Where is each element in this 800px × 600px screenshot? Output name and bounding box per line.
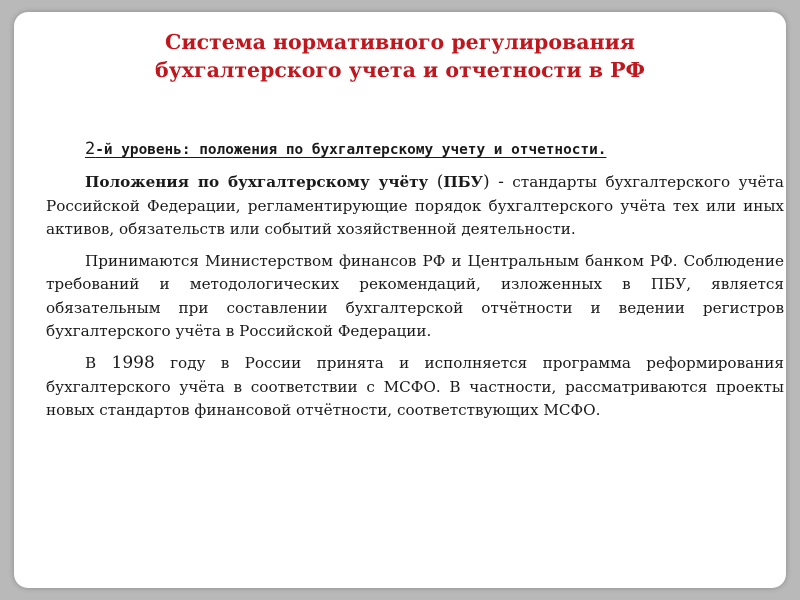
level-heading-number: 2 [85, 139, 96, 159]
level-heading [46, 138, 784, 162]
slide-content [46, 138, 784, 431]
reform-year: 1998 [111, 353, 155, 374]
reform-text: году в России принята и исполняется программа реформирования бухгалтерского учёта в соответствии с МСФО. В частности, рассматриваются проекты новых стандартов финансовой отчётности, соответствующих МСФО. [46, 354, 784, 419]
paragraph-reform [46, 352, 784, 422]
paragraph-adoption: Принимаются Министерством финансов РФ и Центральным банком РФ. Соблюдение требований и методологических рекомендаций, изложенных в ПБУ, является обязательным при составлении бухгалтерской отчётности и ведении регистров бухгалтерского учёта в Российской Федерации. [46, 252, 784, 341]
pbu-term: Положения по бухгалтерскому учёту [85, 173, 429, 192]
slide-card [14, 12, 786, 588]
slide-title [14, 28, 786, 84]
slide-title-line-1: Система нормативного регулирования [165, 30, 635, 54]
level-heading-text: -й уровень: положения по бухгалтерскому учету и отчетности. [95, 142, 607, 158]
slide-title-line-2: бухгалтерского учета и отчетности в РФ [155, 58, 645, 82]
pbu-open-paren: ( [436, 172, 444, 193]
pbu-definition-text: стандарты бухгалтерского учёта Российской Федерации, регламентирующие порядок бухгалтерского учёта тех или иных активов, обязательств или событий хозяйственной деятельности. [46, 173, 784, 238]
pbu-abbreviation: ПБУ [443, 173, 483, 192]
pbu-dash: - [498, 172, 504, 193]
paragraph-pbu-definition [46, 171, 784, 241]
pbu-close-paren: ) [483, 172, 490, 193]
reform-lead: В [85, 354, 97, 373]
